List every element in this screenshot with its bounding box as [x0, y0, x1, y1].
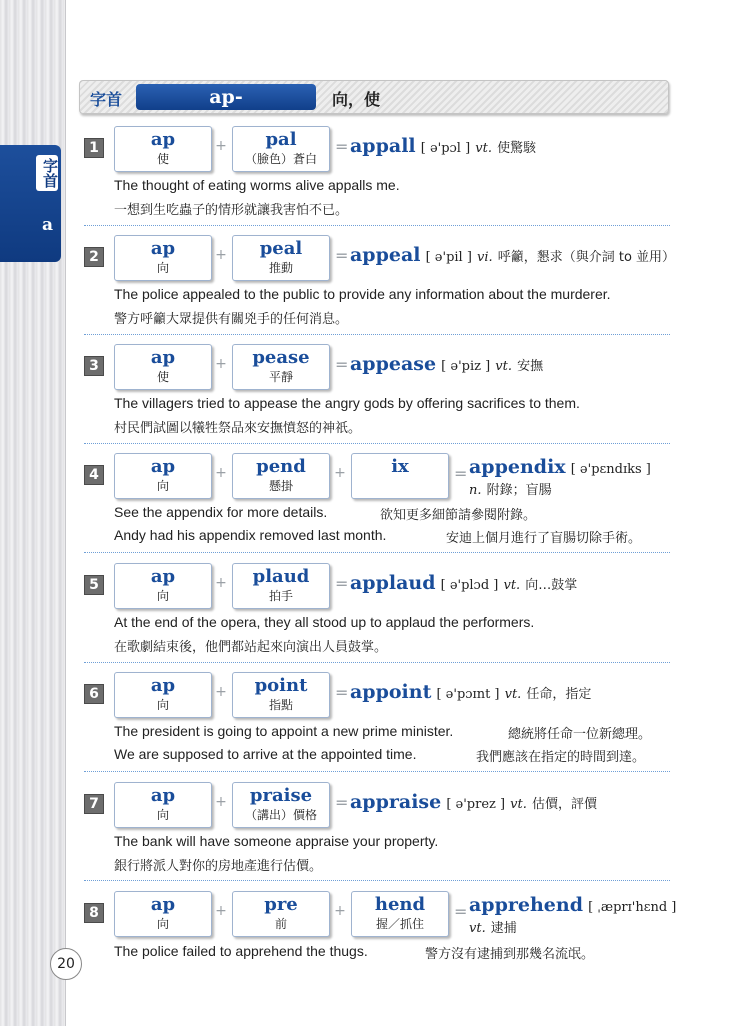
part-box: [114, 891, 212, 937]
entry-number: 1: [84, 138, 104, 158]
word-line: [350, 791, 597, 813]
prefix-header: [79, 80, 669, 114]
entry-divider: [84, 771, 670, 772]
phonetic: [ ə'piz ]: [441, 359, 491, 374]
part-box: [232, 235, 330, 281]
part-box: [114, 563, 212, 609]
example-chinese-2: 安迪上個月進行了盲腸切除手術。: [446, 531, 642, 546]
part-of-speech: vt.: [475, 141, 492, 156]
part-main: point: [254, 675, 308, 696]
part-meaning: 使: [156, 370, 169, 384]
headword: appendix: [469, 456, 566, 478]
header-label: 字首: [90, 90, 123, 109]
example-chinese: 總統將任命一位新總理。: [508, 727, 652, 742]
part-of-speech: vt.: [503, 578, 521, 593]
entry-divider: [84, 334, 670, 335]
plus-sign: +: [215, 138, 227, 154]
part-meaning: 懸掛: [268, 479, 293, 493]
part-of-speech: vt.: [510, 797, 527, 812]
example-chinese: 警方沒有逮捕到那幾名流氓。: [425, 947, 595, 962]
part-box: [232, 126, 330, 172]
plus-sign: +: [334, 465, 346, 481]
example-chinese: 銀行將派人對你的房地產進行估價。: [114, 859, 323, 874]
example-english: See the appendix for more details.: [114, 504, 328, 520]
part-box: [232, 563, 330, 609]
part-box: [114, 344, 212, 390]
phonetic: [ ə'prez ]: [446, 797, 506, 812]
definition: 逮捕: [490, 921, 517, 936]
entry-divider: [84, 880, 670, 881]
part-main: peal: [259, 238, 303, 259]
equals-sign: =: [335, 355, 349, 374]
plus-sign: +: [215, 575, 227, 591]
definition: 任命，指定: [526, 687, 592, 702]
side-tab-letter: a: [42, 215, 54, 235]
entry-divider: [84, 443, 670, 444]
part-main: ap: [150, 566, 176, 587]
plus-sign: +: [215, 247, 227, 263]
part-meaning: 向: [156, 261, 169, 275]
part-meaning: 向: [156, 917, 169, 931]
entry-number: 6: [84, 684, 104, 704]
definition: 呼籲，懇求（與介詞 to 並用）: [497, 250, 676, 265]
part-box: [232, 344, 330, 390]
entry-number: 3: [84, 356, 104, 376]
phonetic: [ ə'pɔɪnt ]: [436, 687, 500, 702]
entry-divider: [84, 662, 670, 663]
example-english: At the end of the opera, they all stood up to applaud the performers.: [114, 614, 535, 630]
phonetic: [ ə'pɔl ]: [420, 141, 471, 156]
part-main: pease: [252, 347, 310, 368]
definition: 估價，評價: [531, 797, 597, 812]
plus-sign: +: [215, 465, 227, 481]
phonetic: [ ə'pil ]: [425, 250, 472, 265]
part-main: ap: [150, 675, 176, 696]
part-main: hend: [374, 894, 426, 915]
entry-divider: [84, 225, 670, 226]
header-root: ap-: [136, 84, 316, 110]
example-english: The police appealed to the public to provide any information about the murderer.: [114, 286, 611, 302]
word-line: [350, 353, 543, 375]
part-main: plaud: [252, 566, 310, 587]
definition: 安撫: [517, 359, 544, 374]
phonetic: [ ˌæprɪ'hɛnd ]: [588, 900, 677, 915]
part-box: [351, 453, 449, 499]
equals-sign: =: [335, 683, 349, 702]
phonetic: [ ə'pɛndɪks ]: [570, 462, 651, 477]
plus-sign: +: [215, 794, 227, 810]
headword: appeal: [350, 244, 421, 266]
part-box: [114, 126, 212, 172]
part-box: [351, 891, 449, 937]
part-main: ap: [150, 238, 176, 259]
side-tab: [0, 145, 61, 262]
part-of-speech: vi.: [477, 250, 493, 265]
part-meaning: 向: [156, 808, 169, 822]
headword: appraise: [350, 791, 442, 813]
word-line: [350, 681, 591, 703]
part-main: pre: [264, 894, 298, 915]
part-main: ap: [150, 456, 176, 477]
definition: 使驚駭: [497, 141, 537, 156]
part-main: ap: [150, 347, 176, 368]
plus-sign: +: [334, 903, 346, 919]
definition: 向…鼓掌: [525, 578, 578, 593]
part-meaning: 向: [156, 698, 169, 712]
headword: appease: [350, 353, 437, 375]
part-main: ap: [150, 129, 176, 150]
equals-sign: =: [454, 464, 468, 483]
part-main: pend: [256, 456, 306, 477]
equals-sign: =: [335, 574, 349, 593]
word-line: [350, 244, 675, 266]
example-chinese: 村民們試圖以犧牲祭品來安撫憤怒的神祇。: [114, 421, 362, 436]
part-box: [232, 672, 330, 718]
part-box: [232, 891, 330, 937]
header-meaning: 向，使: [332, 90, 381, 109]
headword: appoint: [350, 681, 432, 703]
example-chinese: 一想到生吃蟲子的情形就讓我害怕不已。: [114, 203, 349, 218]
part-meaning: 向: [156, 479, 169, 493]
equals-sign: =: [335, 246, 349, 265]
part-meaning: 握／抓住: [375, 917, 424, 931]
equals-sign: =: [335, 793, 349, 812]
word-line-definition: [469, 479, 552, 498]
example-chinese: 欲知更多細節請參閱附錄。: [380, 508, 537, 523]
example-english: The thought of eating worms alive appalls me.: [114, 177, 400, 193]
part-box: [114, 453, 212, 499]
word-line: [469, 894, 676, 916]
part-main: praise: [249, 785, 313, 806]
entry-number: 4: [84, 465, 104, 485]
part-box: [232, 782, 330, 828]
entry-number: 8: [84, 903, 104, 923]
entry-number: 7: [84, 794, 104, 814]
part-of-speech: vt.: [504, 687, 522, 702]
headword: appall: [350, 135, 416, 157]
example-english-2: We are supposed to arrive at the appointed time.: [114, 746, 417, 762]
entry-number: 2: [84, 247, 104, 267]
part-main: ap: [150, 894, 176, 915]
example-chinese: 警方呼籲大眾提供有關兇手的任何消息。: [114, 312, 349, 327]
part-box: [114, 672, 212, 718]
word-line: [350, 135, 536, 157]
example-english: The president is going to appoint a new prime minister.: [114, 723, 454, 739]
part-of-speech: vt.: [469, 921, 486, 936]
part-meaning: 推動: [268, 261, 293, 275]
part-box: [114, 782, 212, 828]
part-meaning: 使: [156, 152, 169, 166]
word-line: [350, 572, 577, 594]
part-meaning: 平靜: [268, 370, 293, 384]
part-of-speech: vt.: [495, 359, 512, 374]
headword: apprehend: [469, 894, 583, 916]
side-tab-label: 字首: [36, 155, 58, 191]
part-main: pal: [265, 129, 297, 150]
part-meaning: （臉色）蒼白: [244, 152, 317, 166]
page-number: 20: [50, 948, 82, 980]
equals-sign: =: [335, 137, 349, 156]
entry-number: 5: [84, 575, 104, 595]
example-english: The villagers tried to appease the angry gods by offering sacrifices to them.: [114, 395, 580, 411]
definition: 附錄；盲腸: [486, 483, 552, 498]
part-meaning: 向: [156, 589, 169, 603]
entry-divider: [84, 552, 670, 553]
plus-sign: +: [215, 903, 227, 919]
plus-sign: +: [215, 684, 227, 700]
part-meaning: 前: [274, 917, 287, 931]
example-chinese: 在歌劇結束後，他們都站起來向演出人員鼓掌。: [114, 640, 388, 655]
part-box: [232, 453, 330, 499]
example-chinese-2: 我們應該在指定的時間到達。: [476, 750, 646, 765]
word-line-definition: [469, 917, 517, 936]
example-english: The police failed to apprehend the thugs.: [114, 943, 368, 959]
part-main: ap: [150, 785, 176, 806]
word-line: [469, 456, 651, 478]
equals-sign: =: [454, 902, 468, 921]
part-main: ix: [391, 456, 409, 477]
part-meaning: 指點: [268, 698, 293, 712]
headword: applaud: [350, 572, 436, 594]
example-english-2: Andy had his appendix removed last month.: [114, 527, 387, 543]
phonetic: [ ə'plɔd ]: [440, 578, 499, 593]
part-of-speech: n.: [469, 483, 482, 498]
part-meaning: （講出）價格: [244, 808, 317, 822]
example-english: The bank will have someone appraise your property.: [114, 833, 439, 849]
plus-sign: +: [215, 356, 227, 372]
part-meaning: 拍手: [268, 589, 293, 603]
part-box: [114, 235, 212, 281]
